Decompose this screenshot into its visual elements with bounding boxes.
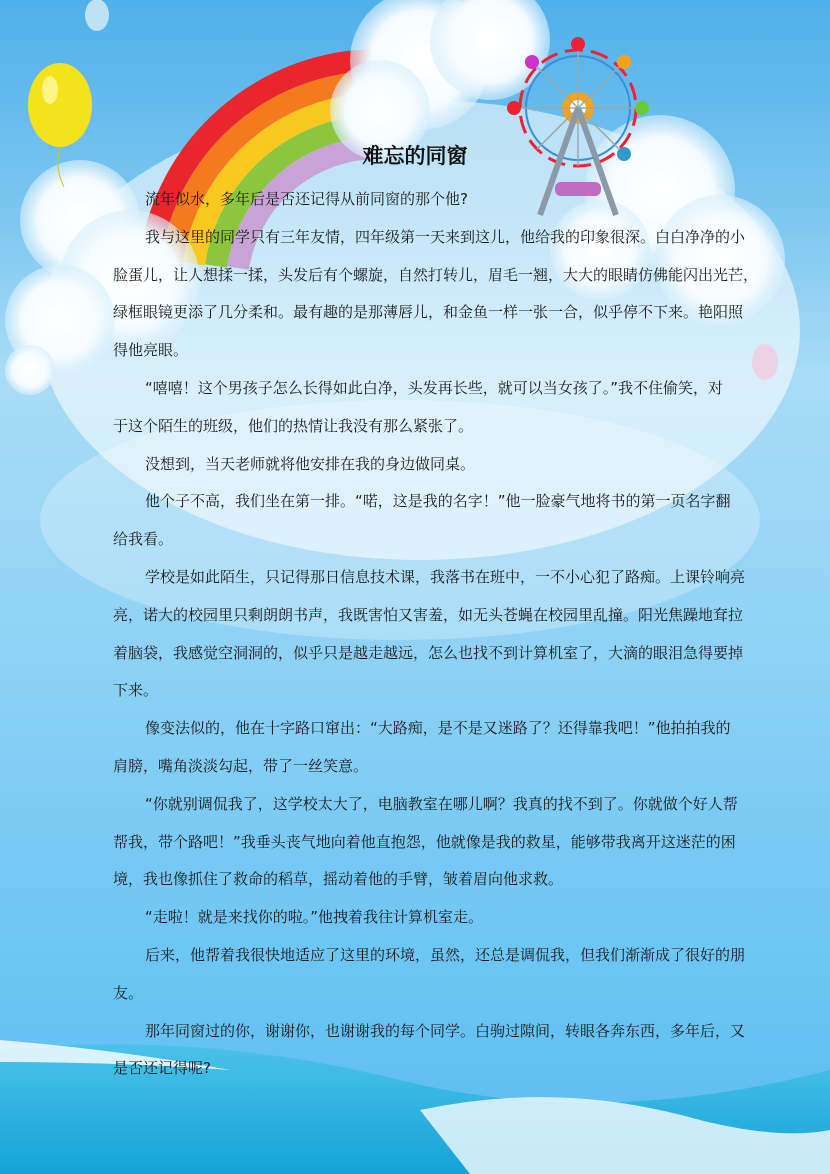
text-line: 下来。: [113, 681, 159, 700]
paragraph: [113, 937, 746, 1013]
paragraph: [113, 181, 722, 219]
paragraph: [113, 559, 746, 710]
text-line: 没想到，当天老师就将他安排在我的身边做同桌。: [145, 454, 476, 473]
text-line: 学校是如此陌生，只记得那日信息技术课，我落书在班中，一不小心犯了路痴。上课铃响亮: [145, 567, 746, 586]
text-line: 得他亮眼。: [113, 341, 189, 360]
text-line: “你就别调侃我了，这学校太大了，电脑教室在哪儿啊？我真的找不到了。你就做个好人帮: [145, 794, 738, 813]
text-line: 我与这里的同学只有三年友情，四年级第一天来到这儿，他给我的印象很深。白白净净的小: [145, 227, 746, 246]
text-line: 后来，他帮着我很快地适应了这里的环境，虽然，还总是调侃我，但我们渐渐成了很好的朋: [145, 945, 746, 964]
paragraph: [113, 483, 731, 559]
text-line: 友。: [113, 983, 144, 1002]
text-line: 是否还记得呢?: [113, 1059, 211, 1078]
paragraph: [113, 786, 738, 899]
document-title: 难忘的同窗: [362, 144, 468, 168]
paragraph: [113, 710, 731, 786]
text-line: 绿框眼镜更添了几分柔和。最有趣的是那薄唇儿，和金鱼一样一张一合，似乎停不下来。艳阳照: [113, 303, 744, 322]
pink-balloon-icon: [752, 344, 778, 380]
paragraph: [113, 219, 759, 370]
text-line: 于这个陌生的班级，他们的热情让我没有那么紧张了。: [113, 416, 474, 435]
paragraph: [113, 370, 722, 446]
text-line: “走啦！就是来找你的啦。”他拽着我往计算机室走。: [145, 908, 484, 927]
text-line: 着脑袋，我感觉空洞洞的，似乎只是越走越远，怎么也找不到计算机室了，大滴的眼泪急得要掉: [113, 643, 744, 662]
small-balloon-icon: [85, 0, 109, 31]
text-line: 肩膀，嘴角淡淡勾起，带了一丝笑意。: [113, 756, 369, 775]
paragraph: [113, 446, 722, 484]
text-line: 流年似水，多年后是否还记得从前同窗的那个他?: [145, 190, 468, 208]
text-line: “嘻嘻！这个男孩子怎么长得如此白净，头发再长些，就可以当女孩了。”我不住偷笑，对: [145, 378, 724, 397]
text-line: 他个子不高，我们坐在第一排。“喏，这是我的名字！”他一脸豪气地将书的第一页名字翻: [145, 492, 731, 511]
text-line: 给我看。: [113, 530, 174, 549]
text-line: 亮，诺大的校园里只剩朗朗书声，我既害怕又害羞，如无头苍蝇在校园里乱撞。阳光焦躁地耷拉: [113, 605, 744, 624]
text-line: 像变法似的，他在十字路口窜出：“大路痴，是不是又迷路了？还得靠我吧！”他拍拍我的: [145, 719, 731, 738]
text-line: 那年同窗过的你，谢谢你，也谢谢我的每个同学。白驹过隙间，转眼各奔东西，多年后，又: [145, 1021, 746, 1040]
paragraph: [113, 899, 722, 937]
document-body: [113, 181, 759, 1088]
text-line: 脸蛋儿，让人想揉一揉，头发后有个螺旋，自然打转儿，眉毛一翘，大大的眼睛仿佛能闪出光芒，: [113, 265, 759, 284]
text-line: 帮我，带个路吧！”我垂头丧气地向着他直抱怨，他就像是我的救星，能够带我离开这迷茫的困: [113, 832, 736, 851]
text-line: 境，我也像抓住了救命的稻草，摇动着他的手臂，皱着眉向他求救。: [113, 870, 564, 889]
paragraph: [113, 1013, 746, 1089]
